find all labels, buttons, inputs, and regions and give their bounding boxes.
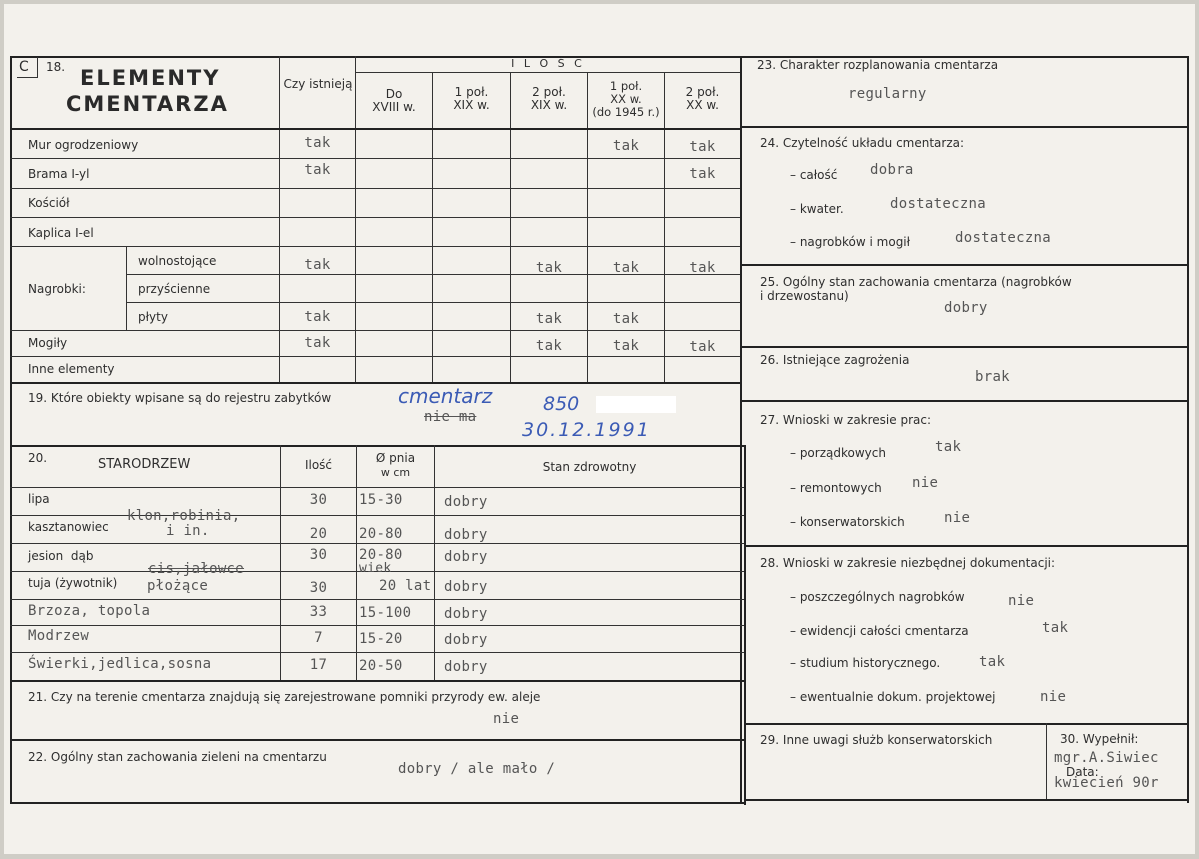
corner-letter: C [19,59,29,75]
s19-register-number: 850 [543,393,580,415]
tree-count: 33 [309,604,328,620]
tree-count: 20 [309,526,328,542]
grid-line [10,802,744,804]
tree-overtyped: wiek [359,561,392,576]
tree-diam: 20-50 [359,658,403,674]
mogily-exists: tak [304,335,331,351]
s19-handwritten-word: cmentarz [398,384,493,408]
s24-item-label: – całość [790,168,838,182]
grid-line [1046,723,1047,799]
grid-line [10,652,744,653]
grid-line [434,445,435,681]
s25-answer: dobry [944,300,988,316]
s27-item-value: nie [944,510,971,526]
tree-extra: i in. [166,523,210,539]
tree-diam: 15-30 [359,492,403,508]
grid-line [10,739,744,741]
grid-line [10,382,740,384]
s28-question: 28. Wnioski w zakresie niezbędnej dokumentacji: [760,556,1056,570]
s28-item-value: nie [1008,593,1035,609]
grid-line [10,246,740,247]
s21-question: 21. Czy na terenie cmentarza znajdują się zarejestrowane pomniki przyrody ew. aleje [28,690,541,704]
tree-extra: płożące [147,578,209,594]
tree-species: Brzoza, topola [28,603,151,619]
tree-extra: cis,jałowce [148,561,245,577]
grid-line [432,72,433,382]
s24-item-value: dobra [870,162,914,178]
grid-line [740,400,1187,402]
mogily-p5: tak [689,339,716,355]
mogily-p4: tak [612,338,640,354]
tree-health: dobry [444,632,488,648]
s27-item-label: – porządkowych [790,446,886,460]
period-header-4: 1 poł. XX w. (do 1945 r.) [592,79,660,119]
tree-diam: 20 lat [379,578,432,594]
s29-question: 29. Inne uwagi służb konserwatorskich [760,733,993,747]
middle-divider [740,56,742,804]
nagrobki-exists: tak [304,257,331,273]
grid-line [10,188,740,189]
grid-line [744,799,1187,801]
tree-count: 7 [314,630,323,646]
element-row-p5: tak [689,139,716,155]
tree-count: 30 [309,492,328,508]
grid-line [10,356,740,357]
s18-title-line1: ELEMENTY [80,66,221,90]
s28-item-value: nie [1040,689,1067,705]
grid-line [740,126,1187,128]
element-row-label: Kościół [28,196,70,210]
tree-count: 17 [309,657,328,673]
s28-item-label: – studium historycznego. [790,656,941,670]
s30-date: kwiecień 90r [1054,775,1159,791]
nagrobki-sub-label: płyty [138,310,168,324]
s19-register-date: 30.12.1991 [522,419,651,441]
tree-health: dobry [444,606,488,622]
tree-health: dobry [444,527,488,543]
grid-line [10,543,744,544]
s30-name: mgr.A.Siwiec [1054,750,1159,766]
tree-extra: klon,robinia, [127,508,241,524]
mogily-p3: tak [535,338,563,354]
s20-number: 20. [28,451,48,465]
grid-line [10,330,740,331]
s19-question: 19. Które obiekty wpisane są do rejestru zabytków [28,391,332,405]
nagrobki-sub-label: przyścienne [138,282,211,296]
nagrobki-p3: tak [535,260,563,276]
s22-question: 22. Ogólny stan zachowania zieleni na cmentarzu [28,750,327,764]
s27-item-label: – remontowych [790,481,882,495]
tree-health: dobry [444,579,488,595]
nagrobki-p4: tak [612,311,640,327]
s27-item-value: tak [935,439,962,455]
tree-health: dobry [444,494,488,510]
element-row-label: Brama I-yl [28,167,90,181]
s30-label: 30. Wypełnił: [1060,732,1139,746]
tree-species: lipa [28,492,50,506]
ilosc-header: I L O Ś C [511,57,585,70]
s22-answer: dobry / ale mało / [398,761,556,777]
s28-item-label: – ewentualnie dokum. projektowej [790,690,996,704]
s24-item-label: – kwater. [790,202,844,216]
s24-item-value: dostateczna [890,196,987,212]
grid-line [279,56,280,382]
s30-date-label: Data: [1066,765,1099,779]
nagrobki-sub-label: wolnostojące [138,254,217,268]
grid-line [10,515,744,516]
s23-question: 23. Charakter rozplanowania cmentarza [757,58,999,72]
grid-line [126,246,127,330]
grid-line [10,158,740,159]
period-header-2: 1 poł. XIX w. [453,85,490,112]
grid-line [10,217,740,218]
s28-item-label: – poszczególnych nagrobków [790,590,965,604]
nagrobki-p3: tak [535,311,563,327]
element-row-label: Kaplica I-el [28,226,94,240]
s20-col-health: Stan zdrowotny [542,460,637,474]
element-row-label: Mur ogrodzeniowy [28,138,139,152]
s24-item-value: dostateczna [955,230,1052,246]
left-border [10,56,12,803]
tree-health: dobry [444,659,488,675]
grid-line [744,545,1187,547]
grid-line [664,72,665,382]
nagrobki-exists: tak [304,309,331,325]
right-border [1187,56,1189,803]
grid-line [740,346,1187,348]
tree-diam: 15-100 [359,605,412,621]
element-row-p4: tak [612,138,640,154]
nagrobki-p4: tak [612,260,640,276]
tree-diam: 20-80 [359,547,403,563]
col-exists-header: Czy istnieją [283,77,353,91]
tree-count: 30 [309,547,328,563]
tree-count: 30 [309,580,328,596]
element-row-exists: tak [304,162,331,178]
grid-line [355,72,740,73]
period-header-3: 2 poł. XIX w. [530,85,568,112]
nagrobki-p5: tak [689,260,716,276]
s27-item-label: – konserwatorskich [790,515,905,529]
element-row-p5: tak [689,166,716,182]
s18-number: 18. [46,60,66,74]
s20-title: STARODRZEW [98,457,191,472]
s19-typed-strike: nie ma [424,409,477,425]
s21-answer: nie [493,711,520,727]
s18-title-line2: CMENTARZA [66,92,229,116]
tree-diam: 15-20 [359,631,403,647]
tree-health: dobry [444,549,488,565]
grid-line [510,72,511,382]
mogily-label: Mogiły [28,336,68,350]
period-header-5: 2 poł. XX w. [685,85,720,112]
grid-line [126,302,740,303]
s24-item-label: – nagrobków i mogił [790,235,911,249]
s25-question: 25. Ogólny stan zachowania cmentarza (nagrobków i drzewostanu) [760,275,1072,303]
grid-line [744,723,1187,725]
s24-question: 24. Czytelność układu cmentarza: [760,136,965,150]
grid-line [10,128,740,130]
grid-line [356,445,357,681]
s20-col-count: Ilość [304,458,333,472]
grid-line [10,487,744,488]
s28-item-value: tak [979,654,1006,670]
s27-question: 27. Wnioski w zakresie prac: [760,413,932,427]
s27-item-value: nie [912,475,939,491]
tree-diam: 20-80 [359,526,403,542]
grid-line [10,625,744,626]
tree-species: tuja (żywotnik) [28,576,118,590]
s28-item-value: tak [1042,620,1069,636]
grid-line [744,445,746,805]
element-row-exists: tak [304,135,331,151]
tree-species: Świerki,jedlica,sosna [28,656,212,672]
s26-answer: brak [975,369,1010,385]
correction-patch [596,396,676,413]
grid-line [10,599,744,600]
tree-species: Modrzew [28,628,90,644]
tree-species: kasztanowiec [28,520,109,534]
grid-line [740,264,1187,266]
inne-label: Inne elementy [28,362,115,376]
grid-line [10,680,744,682]
s23-answer: regularny [848,86,927,102]
tree-species: jesion dąb [28,549,94,563]
nagrobki-label: Nagrobki: [28,282,86,296]
grid-line [10,445,745,447]
s28-item-label: – ewidencji całości cmentarza [790,624,969,638]
period-header-1: Do XVIII w. [372,87,416,114]
s26-question: 26. Istniejące zagrożenia [760,353,910,367]
s20-col-diam: Ø pnia w cm [375,451,416,479]
